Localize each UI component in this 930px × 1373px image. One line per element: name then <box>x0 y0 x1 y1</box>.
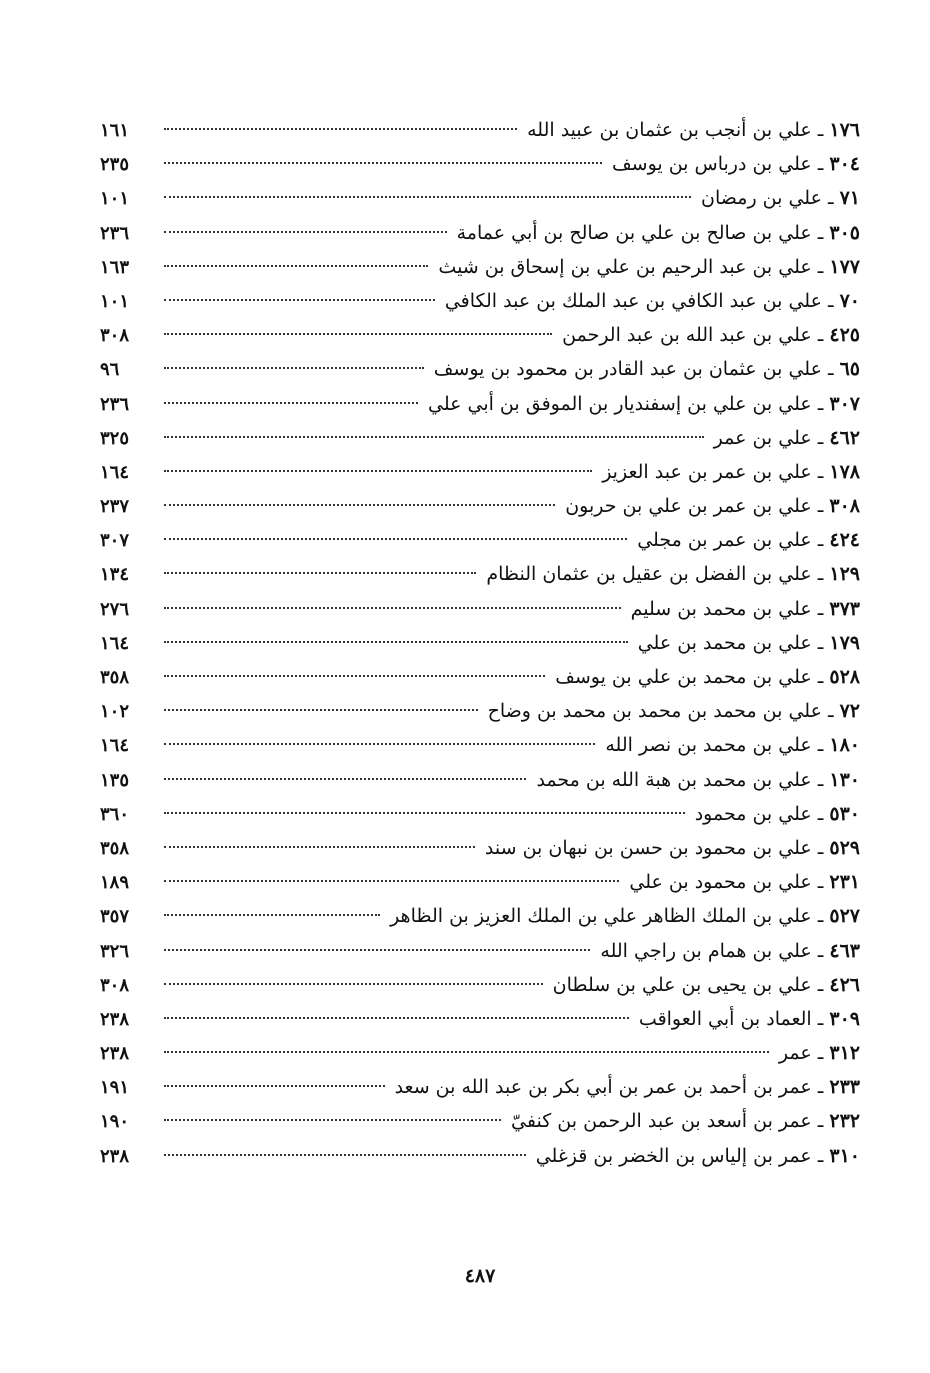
entry-title <box>594 934 860 968</box>
entry-page-number: ٢٣٨ <box>100 1008 130 1030</box>
entry-number: ٥٣٠ <box>829 802 860 825</box>
entry-title <box>606 147 860 181</box>
entry-page-number: ٣٥٨ <box>100 837 130 859</box>
entry-title <box>521 113 860 147</box>
dot-leader <box>164 504 555 506</box>
dot-leader <box>164 299 435 301</box>
index-entry <box>100 352 860 386</box>
entry-separator: ـ <box>821 289 840 312</box>
entry-number: ١٧٧ <box>829 255 860 278</box>
entry-page-number: ١٩٠ <box>100 1111 130 1133</box>
entry-number: ٤٢٥ <box>829 324 860 347</box>
entry-name: علي بن عمر <box>713 426 812 449</box>
entry-number: ٢٣٢ <box>829 1110 860 1133</box>
entry-number: ٢٣١ <box>829 871 860 894</box>
entry-separator: ـ <box>821 358 840 381</box>
entry-title <box>530 1139 860 1173</box>
entry-separator: ـ <box>811 426 830 449</box>
entry-title <box>599 728 860 762</box>
entry-name: علي بن محمد بن هبة الله بن محمد <box>536 768 812 791</box>
entry-separator: ـ <box>821 700 840 723</box>
entry-page-number: ٣٢٥ <box>100 427 130 449</box>
entry-name: علي بن محمد بن سليم <box>630 597 812 620</box>
entry-separator: ـ <box>811 324 830 347</box>
entry-title <box>428 352 860 386</box>
entry-page-number: ٣٢٦ <box>100 940 130 962</box>
index-entry <box>100 1002 860 1036</box>
entry-name: عمر بن أحمد بن عمر بن أبي بكر بن عبد الله بن سعد <box>394 1076 812 1099</box>
entry-title <box>384 899 860 933</box>
index-entry <box>100 592 860 626</box>
entry-number: ٤٢٤ <box>829 529 860 552</box>
entry-name: عمر بن أسعد بن عبد الرحمن بن كنفيّ <box>511 1110 812 1133</box>
entry-page-number: ١٠٢ <box>100 701 130 723</box>
dot-leader <box>164 607 621 609</box>
entry-separator: ـ <box>811 495 830 518</box>
entry-name: علي بن محمد بن محمد بن محمد بن وضاح <box>487 700 822 723</box>
entry-name: علي بن محمد بن نصر الله <box>605 734 812 757</box>
entry-name: علي بن درباس بن يوسف <box>611 153 812 176</box>
index-entry <box>100 1104 860 1138</box>
index-entry <box>100 1139 860 1173</box>
dot-leader <box>164 1085 385 1087</box>
entry-name: عمر بن إلياس بن الخضر بن قزغلي <box>535 1144 812 1167</box>
entry-number: ٣٠٥ <box>829 221 860 244</box>
entry-page-number: ١٦٤ <box>100 735 130 757</box>
entry-name: علي بن محمود <box>694 802 812 825</box>
entry-number: ٢٣٣ <box>829 1076 860 1099</box>
entry-separator: ـ <box>811 255 830 278</box>
entry-number: ٤٦٢ <box>829 426 860 449</box>
dot-leader <box>164 162 602 164</box>
entry-page-number: ٣٠٧ <box>100 530 130 552</box>
entry-name: علي بن رمضان <box>701 187 822 210</box>
entry-separator: ـ <box>811 1007 830 1030</box>
index-entry <box>100 1036 860 1070</box>
dot-leader <box>164 709 478 711</box>
entry-page-number: ٢٣٧ <box>100 496 130 518</box>
entry-page-number: ٢٣٥ <box>100 154 130 176</box>
entry-title <box>479 831 860 865</box>
entry-number: ٤٢٦ <box>829 973 860 996</box>
entry-name: علي بن محمد بن علي <box>637 631 812 654</box>
entry-page-number: ٣٠٨ <box>100 974 130 996</box>
entry-separator: ـ <box>811 836 830 859</box>
entry-name: علي بن الفضل بن عقيل بن عثمان النظام <box>486 563 812 586</box>
index-entry <box>100 147 860 181</box>
entry-separator: ـ <box>811 905 830 928</box>
entry-page-number: ١٦١ <box>100 120 130 141</box>
dot-leader <box>164 1017 629 1019</box>
entry-page-number: ٢٣٦ <box>100 222 130 244</box>
entry-number: ٤٦٣ <box>829 939 860 962</box>
entry-page-number: ٩٦ <box>100 359 120 381</box>
index-entry <box>100 865 860 899</box>
entry-name: علي بن أنجب بن عثمان بن عبيد الله <box>527 119 812 141</box>
entry-title <box>389 1070 860 1104</box>
dot-leader <box>164 880 619 882</box>
index-entry <box>100 318 860 352</box>
dot-leader <box>164 196 691 198</box>
entry-title <box>432 250 860 284</box>
entry-separator: ـ <box>811 563 830 586</box>
index-entry <box>100 797 860 831</box>
entry-number: ٣٠٤ <box>829 153 860 176</box>
entry-page-number: ٢٣٦ <box>100 393 130 415</box>
entry-number: ٧٢ <box>839 700 860 723</box>
entry-name: علي بن محمد بن علي بن يوسف <box>555 666 812 688</box>
entry-separator: ـ <box>811 529 830 552</box>
entry-separator: ـ <box>811 221 830 244</box>
entry-number: ٣٠٨ <box>829 495 860 518</box>
entry-page-number: ١٨٩ <box>100 872 130 894</box>
entry-title <box>439 284 860 318</box>
entry-title <box>549 660 860 694</box>
entry-title <box>480 557 860 591</box>
entry-number: ٧٠ <box>839 289 860 312</box>
entry-number: ١٣٠ <box>829 768 860 791</box>
dot-leader <box>164 812 685 814</box>
entry-name: علي بن همام بن راجي الله <box>600 939 812 962</box>
entry-page-number: ٣٠٨ <box>100 325 130 347</box>
index-entry <box>100 728 860 762</box>
entry-separator: ـ <box>811 1042 830 1065</box>
dot-leader <box>164 572 476 574</box>
dot-leader <box>164 641 628 643</box>
dot-leader <box>164 983 543 985</box>
index-entry <box>100 899 860 933</box>
entry-name: علي بن الملك الظاهر علي بن الملك العزيز بن الظاهر <box>390 905 812 928</box>
index-entry <box>100 660 860 694</box>
entry-name: علي بن صالح بن علي بن صالح بن أبي عمامة <box>456 221 812 244</box>
index-entry <box>100 694 860 728</box>
entry-number: ١٧٩ <box>829 631 860 654</box>
entry-number: ٥٢٩ <box>829 836 860 859</box>
dot-leader <box>164 333 552 335</box>
entry-separator: ـ <box>811 1110 830 1133</box>
entry-name: العماد بن أبي العواقب <box>638 1007 812 1030</box>
index-entry <box>100 181 860 215</box>
entry-page-number: ٢٣٨ <box>100 1043 130 1065</box>
entry-name: علي بن عمر بن عبد العزيز <box>602 460 812 483</box>
entry-page-number: ٣٦٠ <box>100 803 130 825</box>
entry-page-number: ١٦٤ <box>100 461 130 483</box>
entry-name: علي بن عبد الرحيم بن علي بن إسحاق بن شيث <box>438 255 812 278</box>
entry-page-number: ١٩١ <box>100 1077 130 1099</box>
page-number-text: ٤٨٧ <box>464 1265 496 1287</box>
index-entry <box>100 387 860 421</box>
dot-leader <box>164 1154 526 1156</box>
entry-separator: ـ <box>811 631 830 654</box>
index-entry <box>100 1070 860 1104</box>
entry-separator: ـ <box>811 973 830 996</box>
entry-title <box>708 421 860 455</box>
entry-separator: ـ <box>811 460 830 483</box>
entry-number: ٣١٢ <box>829 1042 860 1065</box>
index-entry <box>100 421 860 455</box>
dot-leader <box>164 265 428 267</box>
entry-title <box>625 592 860 626</box>
dot-leader <box>164 367 424 369</box>
dot-leader <box>164 914 380 916</box>
entry-name: علي بن محمود بن علي <box>629 871 812 894</box>
entry-number: ٣١٠ <box>829 1144 860 1167</box>
entry-page-number: ١٦٤ <box>100 632 130 654</box>
dot-leader <box>164 436 704 438</box>
dot-leader <box>164 1119 501 1121</box>
entry-separator: ـ <box>821 187 840 210</box>
entry-page-number: ٢٧٦ <box>100 598 130 620</box>
dot-leader <box>164 778 526 780</box>
entry-page-number: ١٣٤ <box>100 564 130 586</box>
entry-title <box>422 387 860 421</box>
entry-page-number: ٢٣٨ <box>100 1145 130 1167</box>
entry-title <box>695 181 860 215</box>
entry-separator: ـ <box>811 871 830 894</box>
entry-separator: ـ <box>811 392 830 415</box>
entry-number: ١٨٠ <box>829 734 860 757</box>
index-entry <box>100 557 860 591</box>
index-list <box>100 113 860 1173</box>
entry-name: علي بن عمر بن مجلي <box>637 529 812 552</box>
entry-number: ٥٢٨ <box>829 666 860 688</box>
entry-separator: ـ <box>811 1144 830 1167</box>
entry-name: علي بن علي بن إسفنديار بن الموفق بن أبي علي <box>427 392 812 415</box>
entry-name: علي بن محمود بن حسن بن نبهان بن سند <box>484 836 812 859</box>
entry-number: ١٢٩ <box>829 563 860 586</box>
entry-page-number: ٣٥٨ <box>100 667 130 688</box>
entry-name: عمر <box>778 1042 812 1065</box>
entry-separator: ـ <box>811 153 830 176</box>
entry-number: ٣٠٩ <box>829 1007 860 1030</box>
entry-number: ٣٠٧ <box>829 392 860 415</box>
dot-leader <box>164 743 595 745</box>
entry-title <box>559 489 860 523</box>
entry-title <box>505 1104 860 1138</box>
entry-title <box>530 763 860 797</box>
dot-leader <box>164 538 627 540</box>
entry-number: ٦٥ <box>839 358 860 381</box>
entry-title <box>773 1036 860 1070</box>
entry-name: علي بن يحيى بن علي بن سلطان <box>552 973 812 996</box>
entry-separator: ـ <box>811 734 830 757</box>
entry-separator: ـ <box>811 119 830 141</box>
entry-separator: ـ <box>811 597 830 620</box>
index-entry <box>100 489 860 523</box>
index-entry <box>100 284 860 318</box>
entry-title <box>547 968 860 1002</box>
entry-page-number: ١٣٥ <box>100 769 130 791</box>
dot-leader <box>164 128 517 130</box>
entry-title <box>451 216 860 250</box>
index-entry <box>100 523 860 557</box>
entry-title <box>689 797 860 831</box>
entry-title <box>632 626 860 660</box>
entry-separator: ـ <box>811 939 830 962</box>
index-entry <box>100 763 860 797</box>
entry-name: علي بن عمر بن علي بن حربون <box>565 495 812 518</box>
entry-separator: ـ <box>811 802 830 825</box>
dot-leader <box>164 470 592 472</box>
entry-separator: ـ <box>811 666 830 688</box>
index-entry <box>100 934 860 968</box>
index-entry <box>100 216 860 250</box>
entry-name: علي بن عبد الله بن عبد الرحمن <box>562 324 812 347</box>
index-entry <box>100 250 860 284</box>
entry-page-number: ١٠١ <box>100 188 130 210</box>
dot-leader <box>164 1051 769 1053</box>
entry-title <box>596 455 860 489</box>
entry-title <box>482 694 860 728</box>
entry-name: علي بن عثمان بن عبد القادر بن محمود بن يوسف <box>433 358 822 381</box>
entry-number: ٧١ <box>839 187 860 210</box>
entry-number: ١٧٨ <box>829 460 860 483</box>
index-entry <box>100 626 860 660</box>
entry-title <box>631 523 860 557</box>
index-entry <box>100 968 860 1002</box>
dot-leader <box>164 675 545 677</box>
entry-name: علي بن عبد الكافي بن عبد الملك بن عبد الكافي <box>444 289 822 312</box>
dot-leader <box>164 949 590 951</box>
entry-page-number: ١٦٣ <box>100 256 130 278</box>
dot-leader <box>164 846 475 848</box>
entry-number: ٥٢٧ <box>829 905 860 928</box>
entry-separator: ـ <box>811 1076 830 1099</box>
index-entry <box>100 113 860 147</box>
index-entry <box>100 455 860 489</box>
entry-title <box>633 1002 860 1036</box>
entry-title <box>556 318 860 352</box>
entry-page-number: ١٠١ <box>100 290 130 312</box>
index-entry <box>100 831 860 865</box>
entry-separator: ـ <box>811 768 830 791</box>
dot-leader <box>164 402 418 404</box>
entry-title <box>623 865 860 899</box>
page-number <box>0 1265 930 1287</box>
entry-number: ١٧٦ <box>829 119 860 141</box>
entry-page-number: ٣٥٧ <box>100 906 130 928</box>
dot-leader <box>164 231 447 233</box>
entry-number: ٣٧٣ <box>829 597 860 620</box>
